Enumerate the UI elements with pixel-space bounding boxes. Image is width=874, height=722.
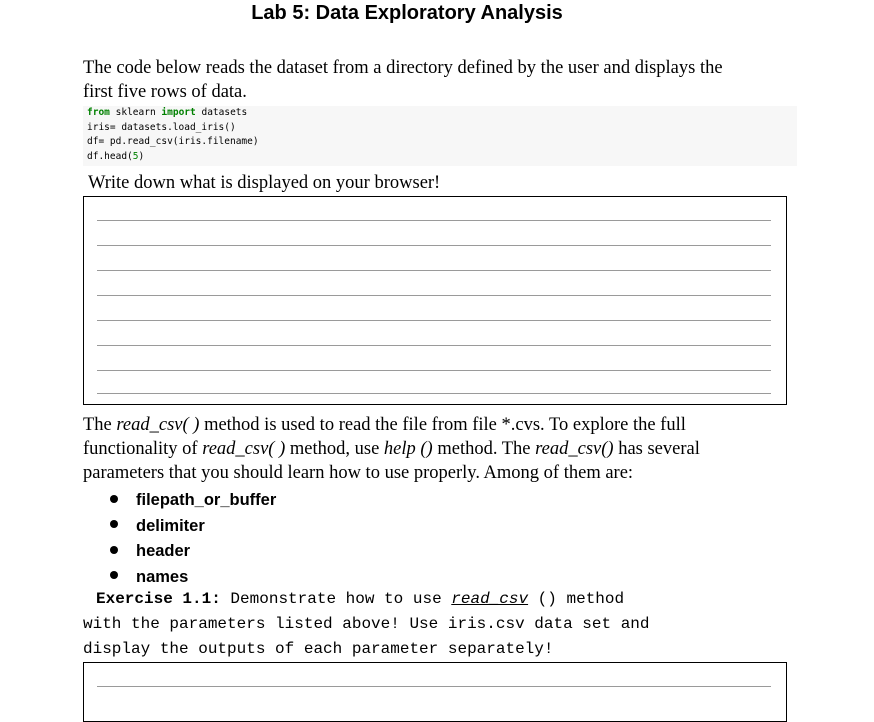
bullet-icon xyxy=(110,495,118,503)
bullet-icon xyxy=(110,520,118,528)
exercise-line-1 xyxy=(96,587,796,612)
code-text: sklearn xyxy=(115,107,156,118)
answer-line xyxy=(97,686,771,687)
text: method. The xyxy=(432,439,536,459)
parameter-list xyxy=(110,490,276,592)
answer-line xyxy=(97,393,771,394)
answer-line xyxy=(97,270,771,271)
list-item xyxy=(110,516,276,542)
answer-line xyxy=(97,370,771,371)
method-name: read_csv( ) xyxy=(202,439,286,459)
method-name: help () xyxy=(383,439,433,459)
code-line-3: df= pd.read_csv(iris.filename) xyxy=(87,136,259,147)
method-name: read_csv( ) xyxy=(116,415,200,435)
text: method is used to read the file from file *.cvs. To explore the full xyxy=(199,415,686,435)
list-item xyxy=(110,541,276,567)
code-keyword: from xyxy=(87,107,110,118)
bullet-icon xyxy=(110,571,118,579)
intro-line-1: The code below reads the dataset from a directory defined by the user and displays the xyxy=(83,58,723,78)
code-line-1 xyxy=(87,106,797,121)
intro-line-2: first five rows of data. xyxy=(83,82,247,102)
parameter-name: delimiter xyxy=(136,516,205,535)
code-text: datasets xyxy=(201,107,248,118)
method-name: read_csv() xyxy=(535,439,614,459)
answer-line xyxy=(97,320,771,321)
code-line-4 xyxy=(87,150,797,165)
method-name: read_csv xyxy=(451,590,529,608)
read-csv-paragraph xyxy=(83,413,735,485)
answer-line xyxy=(97,345,771,346)
text: functionality of xyxy=(83,439,203,459)
intro-paragraph xyxy=(83,56,735,104)
text: Demonstrate how to use xyxy=(220,590,452,608)
answer-line xyxy=(97,220,771,221)
text: () method xyxy=(528,590,625,608)
code-keyword: import xyxy=(161,107,196,118)
code-text: df.head( xyxy=(87,150,133,162)
exercise-line-2: with the parameters listed above! Use iris.csv data set and xyxy=(83,615,650,633)
answer-line xyxy=(97,245,771,246)
read-csv-line-1 xyxy=(83,413,735,437)
read-csv-line-3: parameters that you should learn how to use properly. Among of them are: xyxy=(83,463,634,483)
page-title: Lab 5: Data Exploratory Analysis xyxy=(251,2,563,24)
exercise-line-3: display the outputs of each parameter separately! xyxy=(83,640,554,658)
exercise-label: Exercise 1.1: xyxy=(96,590,221,608)
answer-line xyxy=(97,295,771,296)
list-item xyxy=(110,490,276,516)
bullet-icon xyxy=(110,546,118,554)
code-block xyxy=(83,106,797,166)
prompt-text: Write down what is displayed on your browser! xyxy=(88,173,441,193)
answer-box-1[interactable] xyxy=(83,196,787,405)
code-line-2: iris= datasets.load_iris() xyxy=(87,121,236,133)
parameter-name: names xyxy=(136,567,189,586)
parameter-name: header xyxy=(136,542,191,560)
code-number: 5 xyxy=(132,150,139,162)
code-text: ) xyxy=(138,150,145,162)
parameter-name: filepath_or_buffer xyxy=(136,491,277,509)
answer-box-2[interactable] xyxy=(83,662,787,722)
text: The xyxy=(83,415,117,435)
read-csv-line-2 xyxy=(83,437,735,461)
text: method, use xyxy=(285,439,384,459)
text: has several xyxy=(613,439,700,459)
